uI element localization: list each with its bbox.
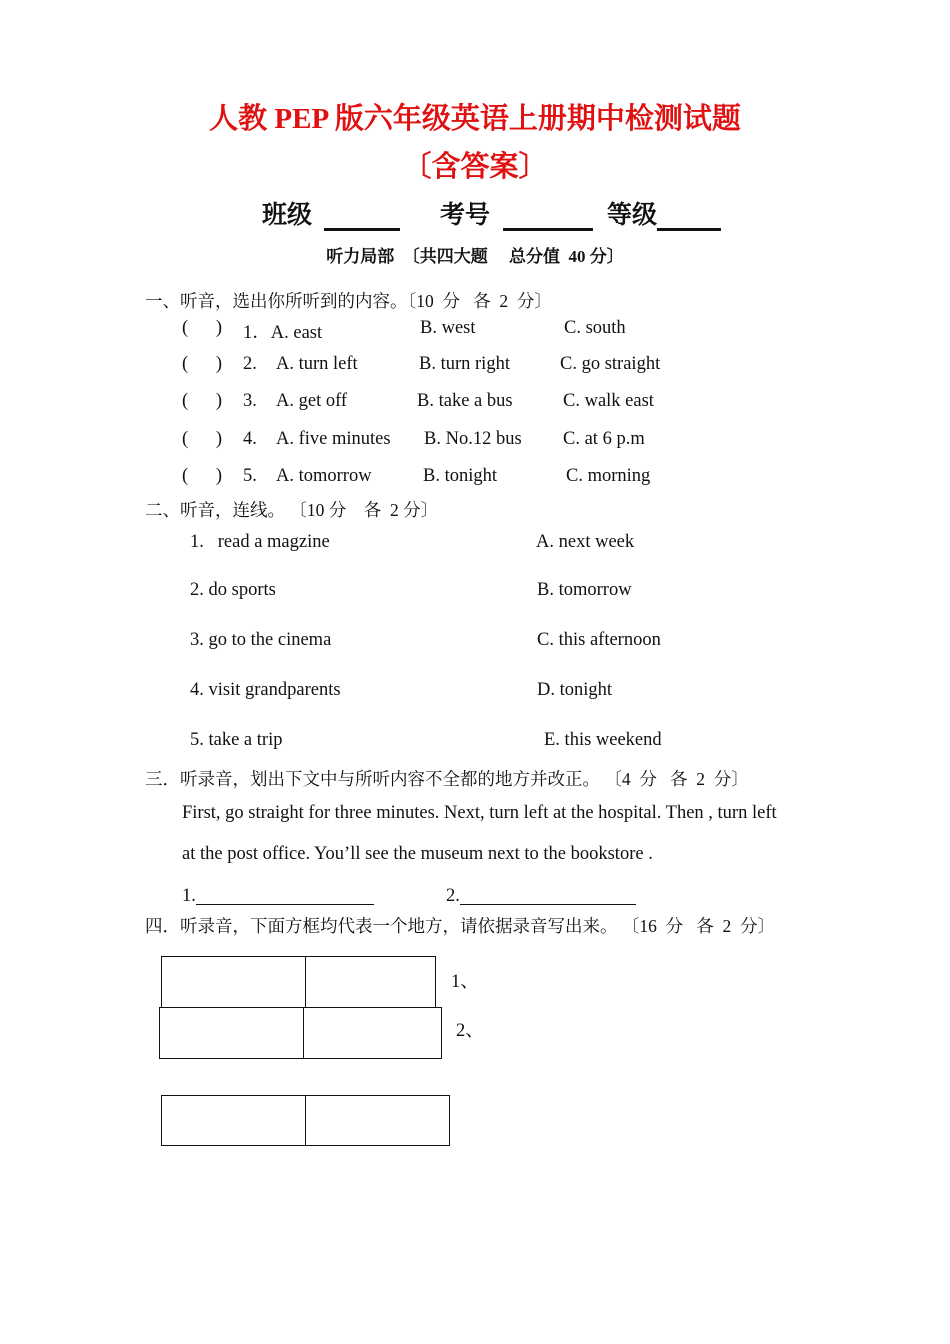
question-option-b: B. west <box>420 318 476 338</box>
question-option-b: B. take a bus <box>417 391 513 411</box>
question-option-b: B. No.12 bus <box>424 429 522 449</box>
map-box[interactable] <box>161 1095 306 1146</box>
box-label-2: 2、 <box>456 1021 484 1041</box>
class-label: 班级 <box>262 202 313 229</box>
match-right-item[interactable]: A. next week <box>536 532 635 552</box>
question-number: 5. <box>243 466 257 486</box>
question-option-a: A. get off <box>276 391 348 411</box>
match-left-item[interactable]: 4. visit grandparents <box>190 680 341 700</box>
question-option-a: 1．A. east <box>243 323 323 343</box>
question-number: 3. <box>243 391 257 411</box>
map-box[interactable] <box>303 1007 442 1059</box>
map-box[interactable] <box>159 1007 304 1059</box>
blank-2-label: 2. <box>446 886 460 906</box>
answer-paren[interactable]: ( ) <box>182 466 223 486</box>
match-right-item[interactable]: D. tonight <box>537 680 613 700</box>
number-blank[interactable] <box>503 228 593 231</box>
blank-1-label: 1. <box>182 886 196 906</box>
page-title-answer-note: 〔含答案〕 <box>402 151 548 183</box>
question-number: 4. <box>243 429 257 449</box>
number-label: 考号 <box>440 202 491 229</box>
question-option-a: A. tomorrow <box>276 466 372 486</box>
section3-heading: 三．听录音，划出下文中与所听内容不全都的地方并改正。 〔4 分 各 2 分〕 <box>145 769 749 789</box>
match-right-item[interactable]: E. this weekend <box>544 730 662 750</box>
match-left-item[interactable]: 3. go to the cinema <box>190 630 332 650</box>
map-box[interactable] <box>161 956 306 1008</box>
match-left-item[interactable]: 5. take a trip <box>190 730 283 750</box>
box-label-1: 1、 <box>451 972 479 992</box>
class-blank[interactable] <box>324 228 400 231</box>
grade-blank[interactable] <box>657 228 721 231</box>
question-option-c: C. south <box>564 318 626 338</box>
answer-paren[interactable]: ( ) <box>182 391 223 411</box>
question-option-c: C. at 6 p.m <box>563 429 645 449</box>
question-option-c: C. walk east <box>563 391 654 411</box>
map-box[interactable] <box>305 1095 450 1146</box>
question-option-c: C. go straight <box>560 354 661 374</box>
match-left-item[interactable]: 1. read a magzine <box>190 532 330 552</box>
question-option-a: A. turn left <box>276 354 358 374</box>
answer-paren[interactable]: ( ) <box>182 354 223 374</box>
listening-subtitle: 听力局部 〔共四大题 总分值 40 分〕 <box>326 247 624 266</box>
section4-heading: 四．听录音，下面方框均代表一个地方，请依据录音写出来。 〔16 分 各 2 分〕 <box>145 916 775 936</box>
answer-blank-1[interactable] <box>196 904 374 905</box>
question-option-a: A. five minutes <box>276 429 391 449</box>
passage-line: at the post office. You’ll see the museum next to the bookstore . <box>182 844 653 864</box>
grade-label: 等级 <box>607 202 658 229</box>
section2-heading: 二、听音，连线。 〔10 分 各 2 分〕 <box>145 500 439 520</box>
match-right-item[interactable]: B. tomorrow <box>537 580 632 600</box>
question-number: 2. <box>243 354 257 374</box>
answer-paren[interactable]: ( ) <box>182 429 223 449</box>
section1-heading: 一、听音，选出你所听到的内容。〔10 分 各 2 分〕 <box>145 291 552 311</box>
answer-blank-2[interactable] <box>460 904 636 905</box>
page-title: 人教 PEP 版六年级英语上册期中检测试题 <box>209 103 741 135</box>
question-option-b: B. turn right <box>419 354 510 374</box>
question-option-b: B. tonight <box>423 466 498 486</box>
passage-line: First, go straight for three minutes. Next, turn left at the hospital. Then , turn left <box>182 803 777 823</box>
map-box[interactable] <box>305 956 436 1008</box>
question-option-c: C. morning <box>566 466 651 486</box>
match-right-item[interactable]: C. this afternoon <box>537 630 661 650</box>
match-left-item[interactable]: 2. do sports <box>190 580 276 600</box>
answer-paren[interactable]: ( ) <box>182 318 223 338</box>
